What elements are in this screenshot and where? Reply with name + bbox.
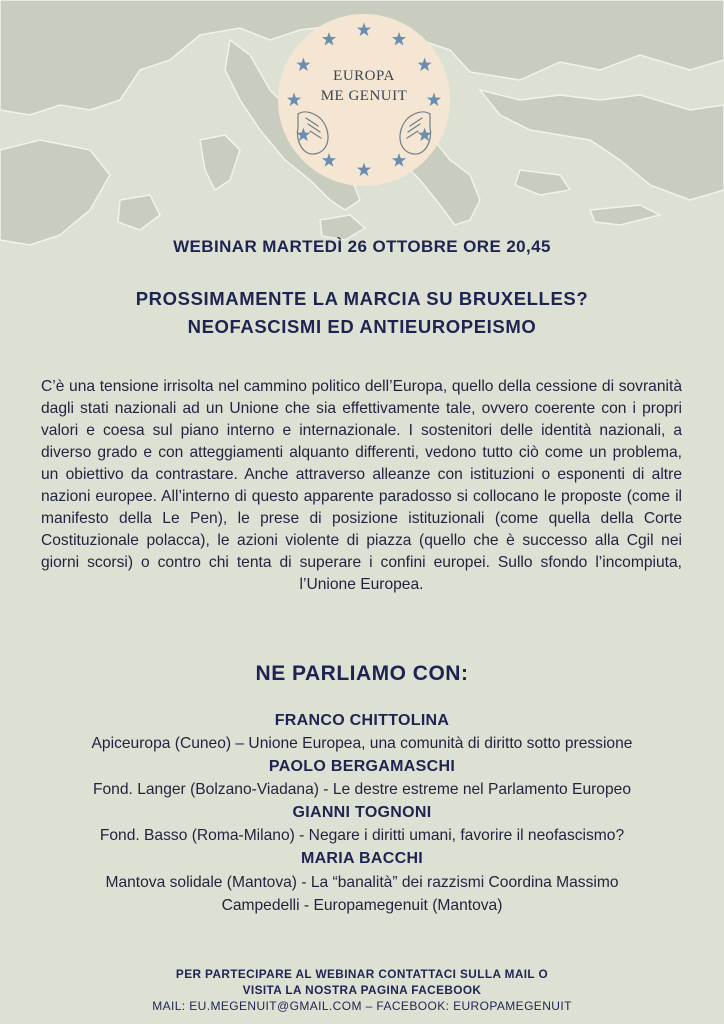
star-icon	[357, 163, 371, 177]
logo-emblem	[278, 14, 450, 186]
event-description: C’è una tensione irrisolta nel cammino politico dell’Europa, quello della cessione di sovranità dagli stati nazionali ad un Unione che sia effettivamente tale, ovvero coerente con i propri valori e coesa sul piano interno e internazionale. I sostenitori delle identità nazionali, a diverso grado e con atteggiamenti alquanto differenti, vedono tutto ciò come un problema, un obiettivo da contrastare. Anche attraverso alleanze con istituzioni o esponenti di altre nazioni europee. All’interno di questo apparente paradosso si collocano le proposte (come il manifesto della Le Pen), le prese di posizione istituzionali (come quella della Corte Costituzionale polacca), le azioni violente di piazza (quello che è successo alla Cgil nei giorni scorsi) o contro chi tenta di superare i confini europei. Sullo sfondo l’incompiuta, l’Unione Europea.	[41, 378, 682, 593]
star-icon	[392, 32, 406, 46]
speaker-name-4: MARIA BACCHI	[300, 850, 424, 867]
speaker-desc-2: Fond. Langer (Bolzano-Viadana) - Le destre estreme nel Parlamento Europeo	[92, 781, 631, 798]
footer-line-1: PER PARTECIPARE AL WEBINAR CONTATTACI SULLA MAIL O	[175, 967, 549, 981]
event-title-line-2: NEOFASCISMI ED ANTIEUROPEISMO	[187, 316, 537, 337]
speaker-desc-1: Apiceuropa (Cuneo) – Unione Europea, una comunità di diritto sotto pressione	[91, 735, 633, 752]
star-icon	[322, 153, 336, 167]
speaker-name-1: FRANCO CHITTOLINA	[274, 712, 450, 729]
speaker-name-2: PAOLO BERGAMASCHI	[268, 758, 456, 775]
star-icon	[392, 153, 406, 167]
event-title-line-1: PROSSIMAMENTE LA MARCIA SU BRUXELLES?	[135, 288, 589, 309]
logo-line-2: ME GENUIT	[320, 88, 408, 104]
speaker-name-3: GIANNI TOGNONI	[292, 804, 432, 821]
footer-contact[interactable]: MAIL: EU.MEGENUIT@GMAIL.COM – FACEBOOK: EUROPAMEGENUIT	[152, 999, 572, 1013]
speaker-desc-3: Fond. Basso (Roma-Milano) - Negare i diritti umani, favorire il neofascismo?	[99, 827, 625, 844]
star-icon	[357, 23, 371, 37]
footer-line-2: VISITA LA NOSTRA PAGINA FACEBOOK	[242, 983, 482, 997]
webinar-date: WEBINAR MARTEDÌ 26 OTTOBRE ORE 20,45	[173, 237, 551, 256]
speaker-desc-4: Mantova solidale (Mantova) - La “banalità” dei razzismi Coordina Massimo	[105, 874, 619, 891]
star-icon	[322, 32, 336, 46]
speaker-desc-4-cont: Campedelli - Europamegenuit (Mantova)	[221, 897, 503, 914]
speakers-heading: NE PARLIAMO CON:	[255, 662, 469, 685]
logo-line-1: EUROPA	[333, 68, 395, 84]
